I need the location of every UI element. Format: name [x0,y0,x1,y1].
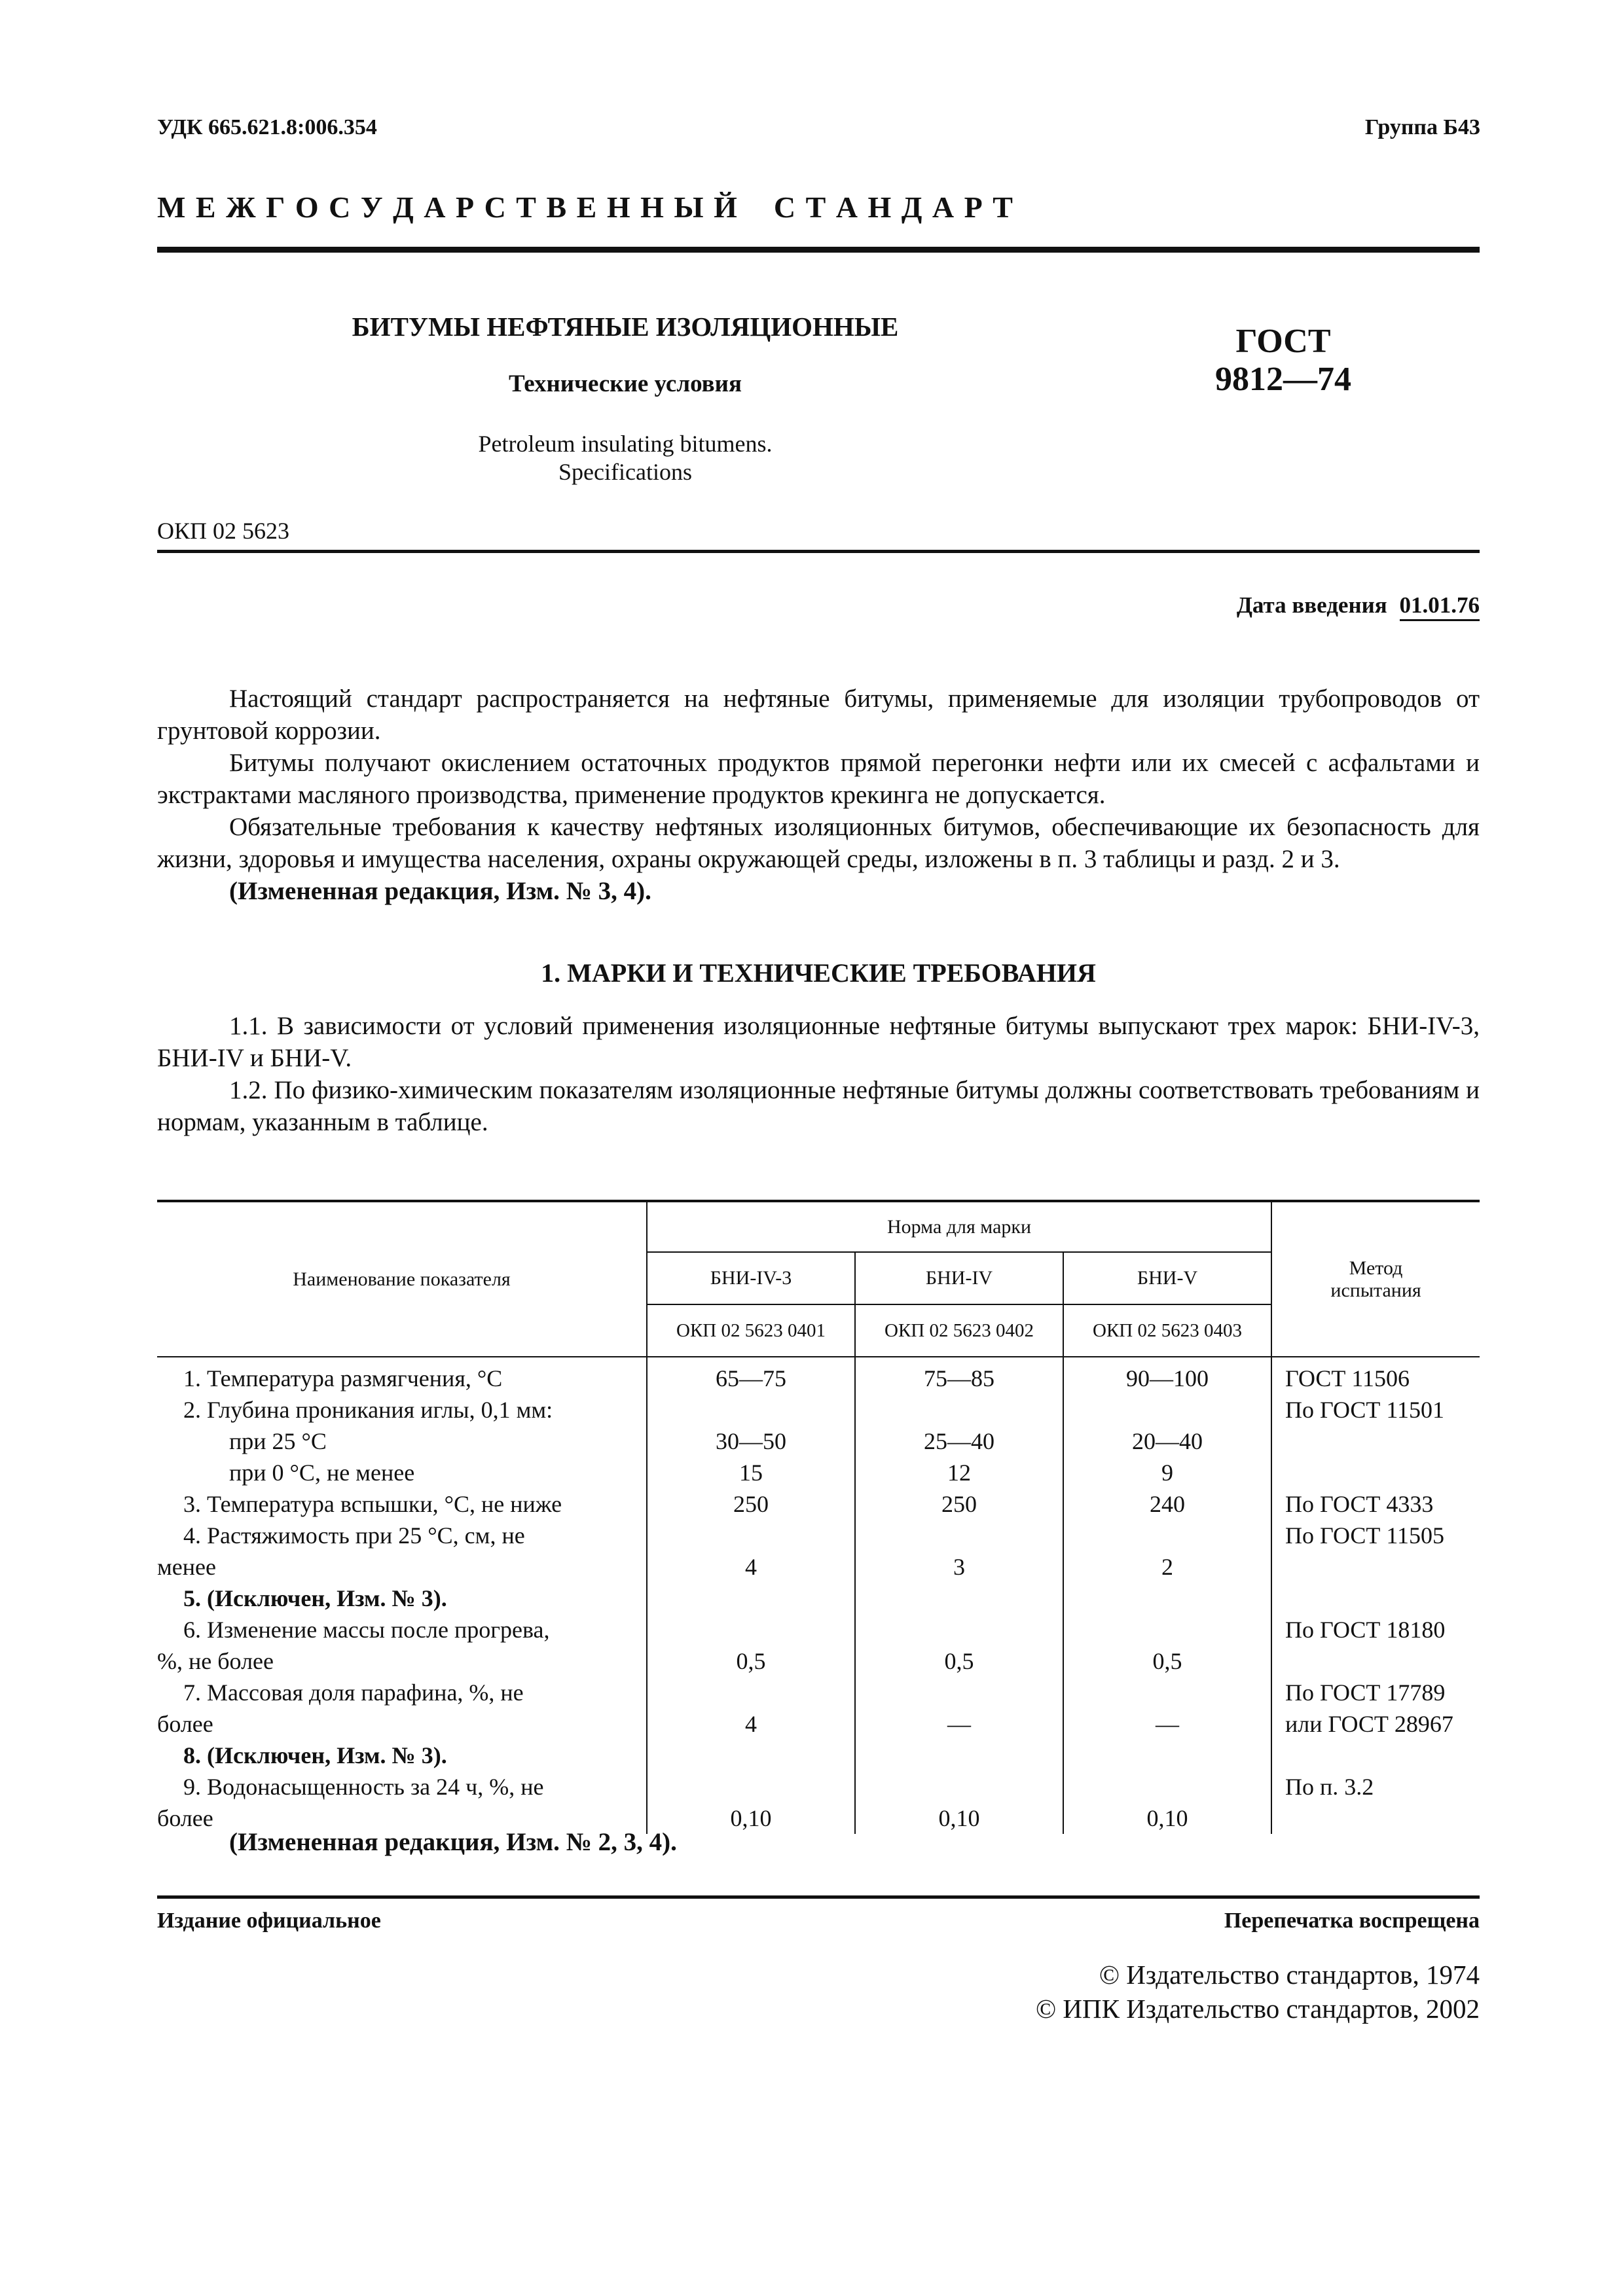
row-value-grade-3 [1063,1520,1271,1551]
row-name: 5. (Исключен, Изм. № 3). [183,1585,447,1611]
row-name: 7. Массовая доля парафина, %, не [183,1679,524,1706]
table-row [157,1583,1480,1614]
row-method: или ГОСТ 28967 [1271,1708,1480,1740]
gost-label: ГОСТ [1235,323,1331,360]
table-row [157,1394,1480,1426]
row-value-grade-1 [647,1614,855,1645]
row-method: По ГОСТ 11501 [1271,1394,1480,1426]
intro-section [157,683,1480,907]
table-row [157,1708,1480,1740]
clause-1-1: 1.1. В зависимости от условий применения изоляционные нефтяные битумы выпускают трех марок: БНИ-IV-3, БНИ-IV и БНИ-V. [157,1012,1480,1072]
row-value-grade-3: — [1063,1708,1271,1740]
row-name: более [157,1711,213,1737]
intro-paragraph-1: Настоящий стандарт распространяется на нефтяные битумы, применяемые для изоляции трубопроводов от грунтовой коррозии. [157,685,1480,745]
row-name: %, не более [157,1648,274,1674]
header-okp-3: ОКП 02 5623 0403 [1063,1304,1271,1357]
clause-1-2: 1.2. По физико-химическим показателям изоляционные нефтяные битумы должны соответствовать требованиям и нормам, указанным в таблице. [157,1076,1480,1136]
row-name: 8. (Исключен, Изм. № 3). [183,1742,447,1768]
table-row [157,1614,1480,1645]
row-value-grade-2 [855,1583,1063,1614]
row-value-grade-1 [647,1394,855,1426]
banner-rule [157,247,1480,253]
document-subtitle: Технические условия [509,370,742,397]
row-value-grade-1: 0,10 [647,1803,855,1834]
row-value-grade-1: 250 [647,1488,855,1520]
row-name: 1. Температура размягчения, °С [183,1365,503,1391]
row-name: менее [157,1554,216,1580]
header-grade-3: БНИ-V [1063,1252,1271,1304]
row-value-grade-2: 250 [855,1488,1063,1520]
gost-number: 9812—74 [1215,361,1351,398]
row-value-grade-3: 20—40 [1063,1426,1271,1457]
row-method: По ГОСТ 17789 [1271,1677,1480,1708]
section-1-heading: 1. МАРКИ И ТЕХНИЧЕСКИЕ ТРЕБОВАНИЯ [541,958,1096,988]
official-edition: Издание официальное [157,1909,381,1933]
row-method [1271,1645,1480,1677]
table-row [157,1645,1480,1677]
row-name: при 0 °С, не менее [229,1460,415,1486]
row-name: 6. Изменение массы после прогрева, [183,1617,550,1643]
row-method: По п. 3.2 [1271,1771,1480,1803]
row-method: ГОСТ 11506 [1271,1363,1480,1394]
row-value-grade-2: 75—85 [855,1363,1063,1394]
row-value-grade-2: 0,10 [855,1803,1063,1834]
row-value-grade-3: 90—100 [1063,1363,1271,1394]
table-row [157,1488,1480,1520]
table-row [157,1740,1480,1771]
intro-paragraph-2: Битумы получают окислением остаточных продуктов прямой перегонки нефти или их смесей с асфальтами и экстрактами масляного производства, применение продуктов крекинга не допускается. [157,749,1480,809]
header-grade-2: БНИ-IV [855,1252,1063,1304]
effective-date [1237,592,1480,619]
table-row [157,1771,1480,1803]
header-grade-1: БНИ-IV-3 [647,1252,855,1304]
row-value-grade-1: 15 [647,1457,855,1488]
table-row [157,1520,1480,1551]
row-value-grade-2: 0,5 [855,1645,1063,1677]
table-row [157,1426,1480,1457]
group-code: Группа Б43 [1364,115,1480,139]
row-value-grade-2: 25—40 [855,1426,1063,1457]
table-row [157,1677,1480,1708]
row-method [1271,1740,1480,1771]
row-value-grade-3: 240 [1063,1488,1271,1520]
row-value-grade-3 [1063,1614,1271,1645]
row-value-grade-3: 9 [1063,1457,1271,1488]
table-row [157,1457,1480,1488]
header-indicator-name: Наименование показателя [157,1201,647,1357]
table-row [157,1363,1480,1394]
row-value-grade-1: 0,5 [647,1645,855,1677]
row-value-grade-2 [855,1740,1063,1771]
header-okp-2: ОКП 02 5623 0402 [855,1304,1063,1357]
row-method: По ГОСТ 18180 [1271,1614,1480,1645]
row-value-grade-2 [855,1394,1063,1426]
footer-rule [157,1895,1480,1899]
row-method: По ГОСТ 11505 [1271,1520,1480,1551]
row-name: 2. Глубина проникания иглы, 0,1 мм: [183,1397,553,1423]
row-value-grade-3 [1063,1740,1271,1771]
row-name: 4. Растяжимость при 25 °С, см, не [183,1522,525,1549]
norms-table [157,1200,1480,1834]
effective-date-label: Дата введения [1236,592,1387,618]
row-method [1271,1803,1480,1834]
row-value-grade-2 [855,1771,1063,1803]
row-value-grade-1: 30—50 [647,1426,855,1457]
intro-paragraph-3: Обязательные требования к качеству нефтяных изоляционных битумов, обеспечивающие их безопасность для жизни, здоровья и имущества населения, охраны окружающей среды, изложены в п. 3 таблицы и разд. 2 и 3. [157,813,1480,873]
row-value-grade-3: 0,10 [1063,1803,1271,1834]
row-name: 3. Температура вспышки, °С, не ниже [183,1491,562,1517]
english-title-line2: Specifications [558,459,692,485]
row-value-grade-3 [1063,1677,1271,1708]
okp-code: ОКП 02 5623 [157,518,290,544]
table-amendment: (Измененная редакция, Изм. № 2, 3, 4). [229,1828,677,1856]
row-value-grade-2 [855,1614,1063,1645]
row-value-grade-2: 12 [855,1457,1063,1488]
standard-banner: М Е Ж Г О С У Д А Р С Т В Е Н Н Ы Й С Т А Н Д А Р Т [157,190,1014,224]
document-title: БИТУМЫ НЕФТЯНЫЕ ИЗОЛЯЦИОННЫЕ [352,312,899,342]
header-okp-1: ОКП 02 5623 0401 [647,1304,855,1357]
row-value-grade-3 [1063,1771,1271,1803]
row-value-grade-2 [855,1677,1063,1708]
row-name: более [157,1805,213,1831]
row-name: при 25 °С [229,1428,327,1454]
row-value-grade-3 [1063,1394,1271,1426]
copyright-1974: © Издательство стандартов, 1974 [1099,1960,1480,1990]
row-value-grade-1 [647,1771,855,1803]
copyright-2002: © ИПК Издательство стандартов, 2002 [1035,1994,1480,2024]
row-value-grade-1: 4 [647,1551,855,1583]
row-method [1271,1426,1480,1457]
row-value-grade-2 [855,1520,1063,1551]
row-value-grade-1: 4 [647,1708,855,1740]
row-name: 9. Водонасыщенность за 24 ч, %, не [183,1774,544,1800]
row-method [1271,1551,1480,1583]
table-row [157,1551,1480,1583]
row-value-grade-2: — [855,1708,1063,1740]
udk-code: УДК 665.621.8:006.354 [157,115,377,139]
row-method: По ГОСТ 4333 [1271,1488,1480,1520]
english-title-line1: Petroleum insulating bitumens. [478,431,773,457]
title-rule [157,550,1480,553]
section-1-body [157,1010,1480,1138]
row-value-grade-3 [1063,1583,1271,1614]
row-value-grade-3: 2 [1063,1551,1271,1583]
row-value-grade-2: 3 [855,1551,1063,1583]
row-value-grade-3: 0,5 [1063,1645,1271,1677]
row-value-grade-1: 65—75 [647,1363,855,1394]
header-norm-for-grade: Норма для марки [647,1201,1271,1252]
row-value-grade-1 [647,1740,855,1771]
row-value-grade-1 [647,1520,855,1551]
header-test-method: Метод испытания [1271,1201,1480,1357]
reprint-prohibited: Перепечатка воспрещена [1224,1909,1480,1933]
intro-amendment: (Измененная редакция, Изм. № 3, 4). [229,877,651,905]
row-value-grade-1 [647,1677,855,1708]
row-method [1271,1457,1480,1488]
row-value-grade-1 [647,1583,855,1614]
effective-date-value: 01.01.76 [1400,592,1480,621]
row-method [1271,1583,1480,1614]
